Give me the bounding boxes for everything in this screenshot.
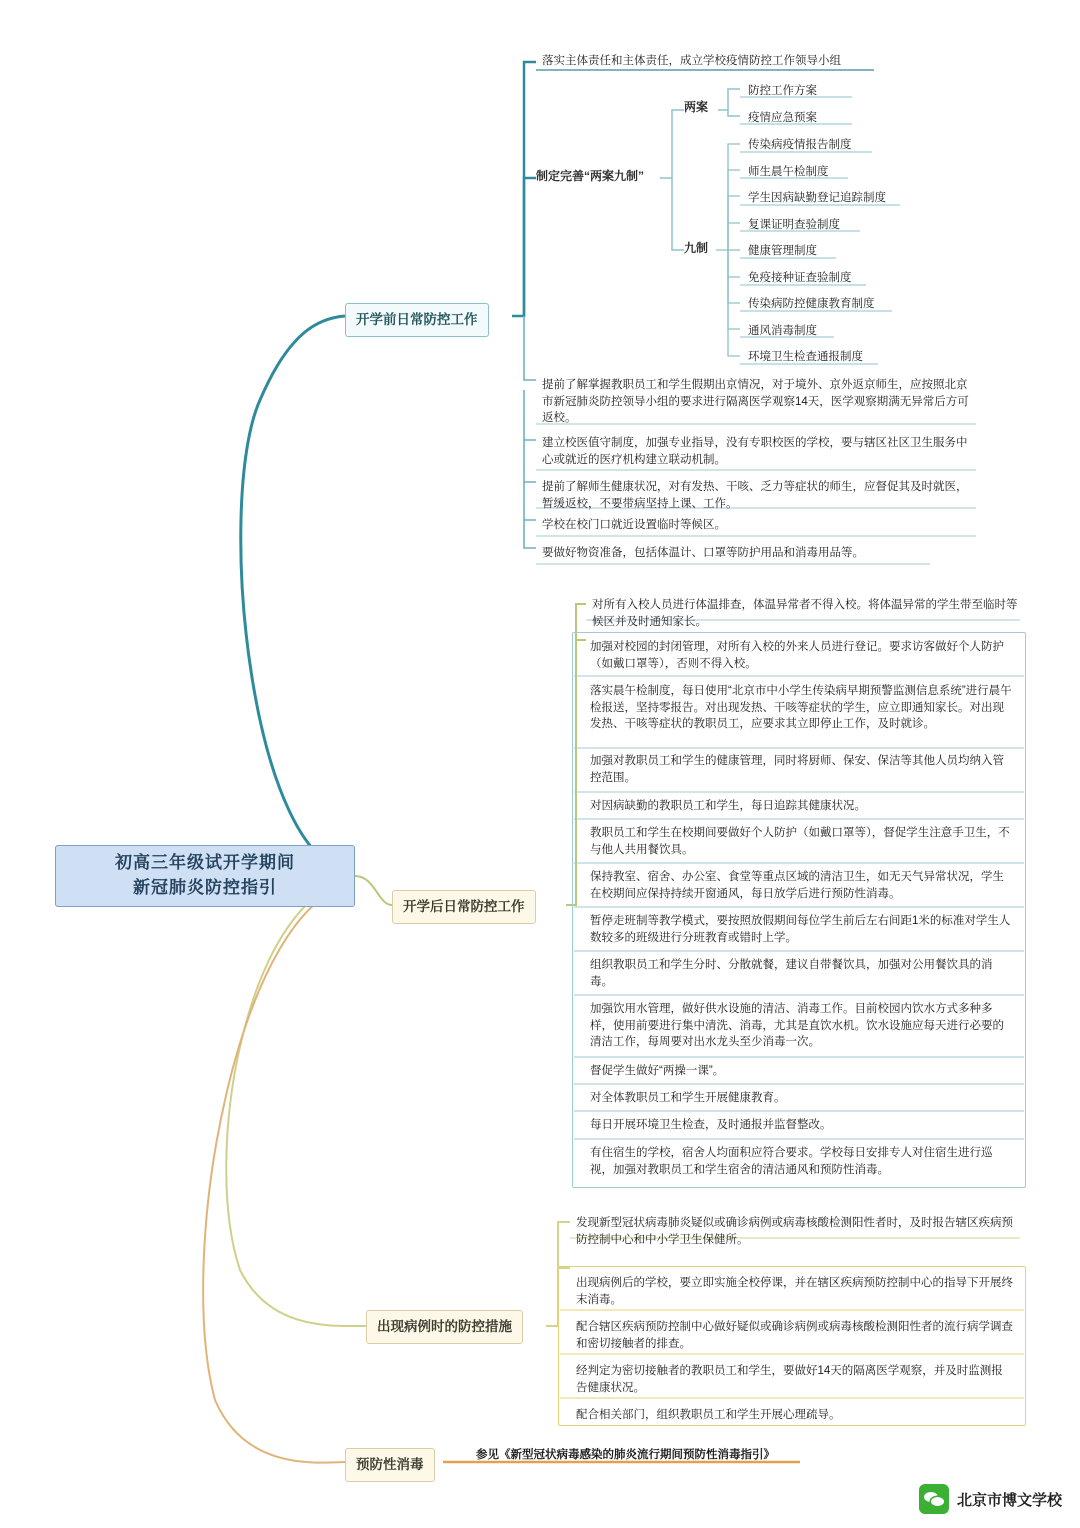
wechat-footer — [919, 1484, 1062, 1514]
after-school-item: 对因病缺勤的教职员工和学生，每日追踪其健康状况。 — [590, 800, 866, 812]
after-school-separators — [572, 632, 1026, 1188]
after-school-item: 落实晨午检制度，每日使用“北京市中小学生传染病早期预警监测信息系统”进行晨午检报送，坚持零报告。对出现发热、干咳等症状的学生，应立即通知家长。对出现发热、干咳等症状的教职员工，应要求其立即停止工作，及时就诊。 — [590, 685, 1012, 731]
two-plan-item: 疫情应急预案 — [748, 112, 817, 124]
after-school-item: 加强饮用水管理，做好供水设施的清洁、消毒工作。目前校园内饮水方式多种多样，使用前要进行集中清洗、消毒，尤其是直饮水机。饮水设施应每天进行必要的清洁工作，每周要对出水龙头至少消毒一次。 — [590, 1003, 1004, 1049]
root-node — [55, 845, 355, 907]
wechat-account-name: 北京市博文学校 — [956, 1491, 1062, 1509]
pre-school-other-item: 提前了解掌握教职员工和学生假期出京情况，对于境外、京外返京师生，应按照北京市新冠肺炎防控领导小组的要求进行隔离医学观察14天，医学观察期满无异常后方可返校。 — [542, 379, 969, 425]
case-top-item: 发现新型冠状病毒肺炎疑似或确诊病例或病毒核酸检测阳性者时，及时报告辖区疾病预防控制中心和中小学卫生保健所。 — [576, 1217, 1013, 1246]
after-school-item: 有住宿生的学校，宿舍人均面积应符合要求。学校每日安排专人对住宿生进行巡视，加强对教职员工和学生宿舍的清洁通风和预防性消毒。 — [590, 1147, 993, 1176]
case-item: 配合辖区疾病预防控制中心做好疑似或确诊病例或病毒核酸检测阳性者的流行病学调查和密切接触者的排查。 — [576, 1321, 1013, 1350]
after-school-item: 每日开展环境卫生检查，及时通报并监督整改。 — [590, 1119, 832, 1131]
root-title-line2: 新冠肺炎防控指引 — [133, 878, 277, 897]
case-item: 配合相关部门，组织教职员工和学生开展心理疏导。 — [576, 1409, 841, 1421]
wechat-icon — [919, 1484, 949, 1514]
case-item: 经判定为密切接触者的教职员工和学生，要做好14天的隔离医学观察，并及时监测报告健康状况。 — [576, 1365, 1003, 1394]
label-two-plans: 两案 — [684, 100, 709, 114]
nine-system-item: 通风消毒制度 — [748, 325, 817, 337]
two-plan-item: 防控工作方案 — [748, 85, 817, 97]
root-title-line1: 初高三年级试开学期间 — [115, 853, 295, 873]
nine-system-item: 学生因病缺勤登记追踪制度 — [748, 192, 886, 204]
after-school-item: 保持教室、宿舍、办公室、食堂等重点区域的清洁卫生，如无天气异常状况，学生在校期间应保持持续开窗通风，每日放学后进行预防性消毒。 — [590, 871, 1004, 900]
after-school-item: 对全体教职员工和学生开展健康教育。 — [590, 1092, 786, 1104]
case-separators — [558, 1266, 1026, 1426]
case-item: 出现病例后的学校，要立即实施全校停课，并在辖区疾病预防控制中心的指导下开展终末消毒。 — [576, 1277, 1013, 1306]
nine-system-item: 免疫接种证查验制度 — [748, 272, 852, 284]
pre-school-other-item: 提前了解师生健康状况，对有发热、干咳、乏力等症状的师生，应督促其及时就医，暂缓返校，不要带病坚持上课、工作。 — [542, 481, 968, 510]
after-school-item: 加强对教职员工和学生的健康管理，同时将厨师、保安、保洁等其他人员均纳入管控范围。 — [590, 755, 1004, 784]
pre-school-other-item: 建立校医值守制度，加强专业指导，没有专职校医的学校，要与辖区社区卫生服务中心或就近的医疗机构建立联动机制。 — [542, 437, 968, 466]
nine-system-item: 传染病防控健康教育制度 — [748, 298, 875, 310]
nine-system-item: 环境卫生检查通报制度 — [748, 351, 863, 363]
after-school-top-item: 对所有入校人员进行体温排查，体温异常者不得入校。将体温异常的学生带至临时等候区并及时通知家长。 — [592, 599, 1018, 628]
after-school-item: 组织教职员工和学生分时、分散就餐，建议自带餐饮具，加强对公用餐饮具的消毒。 — [590, 959, 993, 988]
branch-case-measures[interactable]: 出现病例时的防控措施 — [366, 1310, 523, 1344]
branch-preventive-disinfection[interactable]: 预防性消毒 — [345, 1448, 435, 1482]
label-nine-systems: 九制 — [684, 241, 709, 255]
branch-after-school[interactable]: 开学后日常防控工作 — [392, 890, 536, 924]
nine-system-item: 健康管理制度 — [748, 245, 817, 257]
after-school-item: 督促学生做好“两操一课”。 — [590, 1065, 725, 1077]
nine-system-item: 传染病疫情报告制度 — [748, 139, 852, 151]
after-school-item: 暂停走班制等教学模式，要按照放假期间每位学生前后左右间距1米的标准对学生人数较多的班级进行分班教育或错时上学。 — [590, 915, 1011, 944]
after-school-item: 教职员工和学生在校期间要做好个人防护（如戴口罩等），督促学生注意手卫生，不与他人共用餐饮具。 — [590, 827, 1010, 856]
pre-school-other-item: 要做好物资准备，包括体温计、口罩等防护用品和消毒用品等。 — [542, 547, 864, 559]
pre-school-item-1: 落实主体责任和主体责任，成立学校疫情防控工作领导小组 — [542, 55, 841, 67]
pre-school-other-item: 学校在校门口就近设置临时等候区。 — [542, 519, 726, 531]
disinfection-reference: 参见《新型冠状病毒感染的肺炎流行期间预防性消毒指引》 — [476, 1449, 775, 1461]
nine-system-item: 师生晨午检制度 — [748, 166, 829, 178]
branch-pre-school[interactable]: 开学前日常防控工作 — [345, 303, 489, 337]
pre-school-system-title: 制定完善“两案九制” — [536, 169, 645, 183]
nine-system-item: 复课证明查验制度 — [748, 219, 840, 231]
after-school-item: 加强对校园的封闭管理，对所有入校的外来人员进行登记。要求访客做好个人防护（如戴口罩等），否则不得入校。 — [590, 641, 1004, 670]
